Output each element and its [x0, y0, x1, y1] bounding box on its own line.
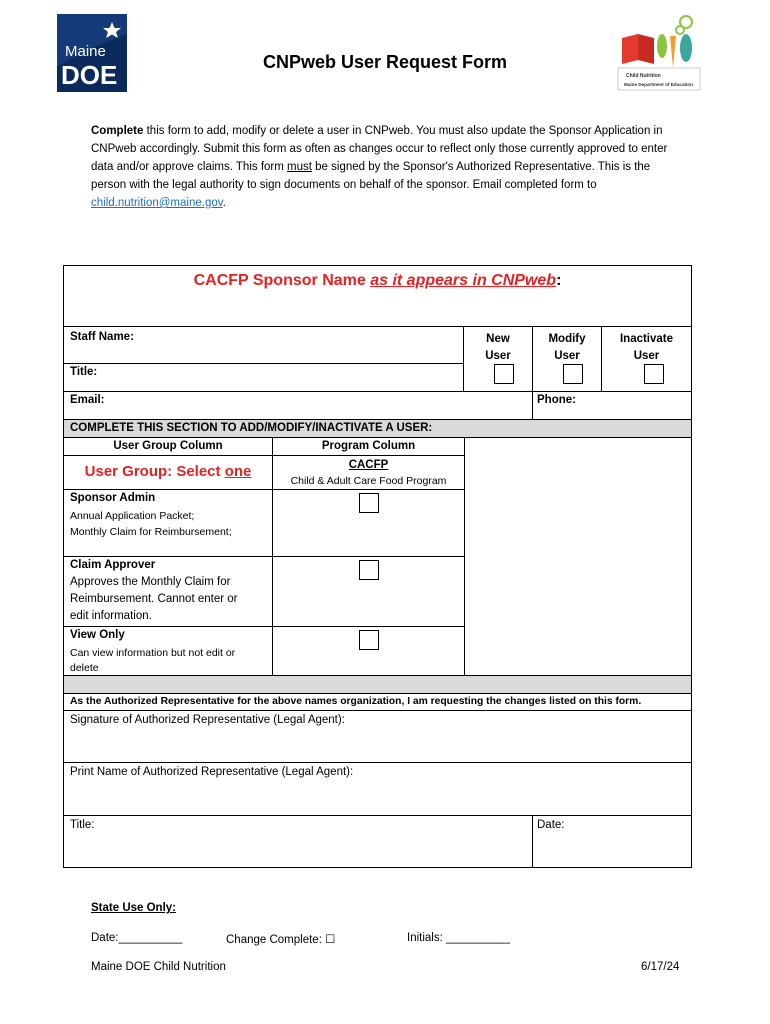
- print-name-label: Print Name of Authorized Representative (Legal Agent):: [70, 766, 354, 778]
- intro-paragraph: [91, 122, 681, 212]
- state-use-initials[interactable]: Initials: __________: [407, 932, 510, 944]
- group-desc-line: edit information.: [70, 610, 152, 622]
- staff-name-field[interactable]: [63, 326, 464, 364]
- checkbox-cell-claim-approver: [272, 556, 465, 627]
- new-user-label-line2: User: [485, 350, 511, 362]
- new-user-label: [464, 331, 532, 365]
- user-group-col-header-label: User Group Column: [113, 440, 223, 452]
- intro-text-2: be signed by the Sponsor's Authorized Representative. This is the person with the legal authority to sign documents on behalf of the sponsor. Email completed form to: [91, 161, 651, 191]
- program-name: Child & Adult Care Food Program: [290, 475, 447, 487]
- user-group-select-cell: [63, 455, 273, 490]
- phone-field[interactable]: [532, 391, 692, 420]
- inactivate-user-label: [602, 331, 691, 365]
- select-prefix: User Group: Select: [84, 463, 225, 480]
- title-label: Title:: [70, 366, 98, 378]
- modify-user-column: [532, 326, 602, 392]
- modify-user-label-line1: Modify: [548, 333, 586, 345]
- authorization-statement: As the Authorized Representative for the above names organization, I am requesting the changes listed on this form.: [70, 696, 642, 707]
- auth-title-field[interactable]: [63, 815, 533, 868]
- program-code: CACFP: [348, 459, 389, 471]
- logo-text-child-nutrition: Child Nutrition: [626, 73, 661, 79]
- footer-date: 6/17/24: [641, 961, 680, 973]
- program-col-header-label: Program Column: [321, 440, 416, 452]
- email-field[interactable]: [63, 391, 533, 420]
- state-use-change-complete[interactable]: Change Complete: ☐: [226, 934, 336, 946]
- sponsor-label-suffix: :: [556, 272, 562, 289]
- authorization-statement-row: [63, 693, 692, 711]
- inactivate-user-label-line2: User: [633, 350, 660, 362]
- select-one: one: [224, 463, 252, 480]
- user-group-select-label: [64, 463, 272, 480]
- view-only-checkbox[interactable]: [359, 630, 379, 650]
- email-link[interactable]: child.nutrition@maine.gov: [91, 197, 223, 209]
- sponsor-label-emphasis: as it appears in CNPweb: [370, 272, 557, 289]
- checkbox-cell-view-only: [272, 626, 465, 676]
- section-heading-row: [63, 419, 692, 438]
- modify-user-checkbox[interactable]: [563, 364, 583, 384]
- print-name-field[interactable]: [63, 762, 692, 816]
- group-desc-line: Monthly Claim for Reimbursement;: [70, 526, 232, 538]
- section-heading: COMPLETE THIS SECTION TO ADD/MODIFY/INACTIVATE A USER:: [70, 422, 433, 434]
- group-name-view-only: View Only: [70, 629, 125, 641]
- user-group-col-header: [63, 437, 273, 456]
- new-user-column: [463, 326, 533, 392]
- inactivate-user-checkbox[interactable]: [644, 364, 664, 384]
- blank-right-area: [464, 437, 692, 676]
- state-use-heading: State Use Only:: [91, 902, 176, 914]
- logo-text-maine-department: Maine Department of Education: [624, 82, 693, 87]
- intro-end: .: [222, 197, 226, 209]
- program-col-header: [272, 437, 465, 456]
- group-row-sponsor-admin: [63, 489, 273, 557]
- group-desc-line: delete: [70, 662, 99, 674]
- staff-name-label: Staff Name:: [70, 331, 134, 343]
- auth-title-label: Title:: [70, 819, 95, 831]
- intro-lead: Complete: [91, 125, 144, 137]
- group-name-claim-approver: Claim Approver: [70, 559, 156, 571]
- title-field[interactable]: [63, 363, 464, 392]
- auth-date-field[interactable]: [532, 815, 692, 868]
- group-name-sponsor-admin: Sponsor Admin: [70, 492, 156, 504]
- logo-text-maine: Maine: [65, 43, 106, 60]
- sponsor-name-box[interactable]: [63, 265, 692, 327]
- group-desc-line: Annual Application Packet;: [70, 510, 195, 522]
- claim-approver-checkbox[interactable]: [359, 560, 379, 580]
- signature-field[interactable]: [63, 710, 692, 763]
- new-user-checkbox[interactable]: [494, 364, 514, 384]
- checkbox-cell-sponsor-admin: [272, 489, 465, 557]
- page-title: CNPweb User Request Form: [262, 52, 508, 72]
- inactivate-user-label-line1: Inactivate: [619, 333, 674, 345]
- logo-text-doe: DOE: [61, 60, 118, 90]
- state-use-date[interactable]: Date:__________: [91, 932, 183, 944]
- inactivate-user-column: [601, 326, 692, 392]
- phone-label: Phone:: [537, 394, 576, 406]
- group-row-view-only: [63, 626, 273, 676]
- program-cell: [272, 455, 465, 490]
- modify-user-label-line2: User: [554, 350, 580, 362]
- intro-must: must: [287, 161, 312, 173]
- new-user-label-line1: New: [486, 333, 510, 345]
- signature-label: Signature of Authorized Representative (Legal Agent):: [70, 714, 345, 726]
- group-desc-line: Approves the Monthly Claim for: [70, 576, 231, 588]
- group-desc-line: Reimbursement. Cannot enter or: [70, 593, 238, 605]
- footer-left: Maine DOE Child Nutrition: [91, 961, 226, 973]
- sponsor-admin-checkbox[interactable]: [359, 493, 379, 513]
- sponsor-name-label: [64, 272, 691, 290]
- sponsor-label-prefix: CACFP Sponsor Name: [193, 272, 371, 289]
- gray-spacer-row: [63, 675, 692, 694]
- auth-date-label: Date:: [537, 819, 565, 831]
- child-nutrition-logo: [612, 8, 702, 92]
- modify-user-label: [533, 331, 601, 365]
- email-label: Email:: [70, 394, 105, 406]
- intro-text-1: this form to add, modify or delete a user in CNPweb. You must also update the Sponsor Application in CNPweb accordingly. Submit this form as often as changes occur to reflect only those currently approved to enter data and/or approve claims. This form: [91, 125, 668, 173]
- group-row-claim-approver: [63, 556, 273, 627]
- group-desc-line: Can view information but not edit or: [70, 647, 236, 659]
